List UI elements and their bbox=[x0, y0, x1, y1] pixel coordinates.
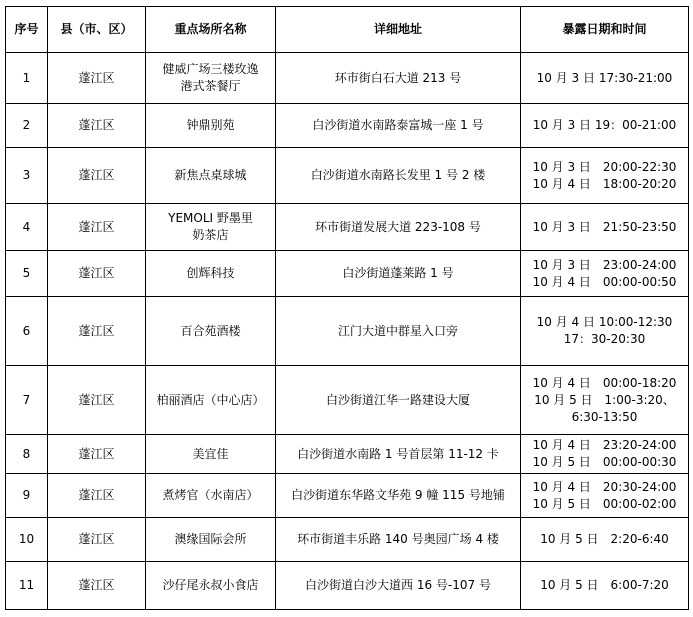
cell-exposure-time-line: 10 月 5 日 6:00-7:20 bbox=[540, 578, 669, 592]
cell-address-line: 环市街道发展大道 223-108 号 bbox=[315, 219, 481, 234]
cell-exposure-time-line: 10 月 4 日 20:30-24:00 bbox=[532, 479, 677, 494]
cell-serial: 6 bbox=[6, 297, 48, 366]
cell-place-name bbox=[146, 104, 276, 148]
cell-exposure-time-line: 10 月 5 日 1:00-3:20、 bbox=[534, 392, 675, 407]
cell-county: 蓬江区 bbox=[48, 435, 146, 474]
cell-exposure-time bbox=[521, 251, 689, 297]
cell-place-name-line: 澳缘国际会所 bbox=[174, 532, 247, 546]
cell-address bbox=[276, 366, 521, 435]
cell-place-name-line: 新焦点桌球城 bbox=[174, 168, 247, 182]
cell-place-name bbox=[146, 297, 276, 366]
cell-serial: 11 bbox=[6, 562, 48, 610]
cell-exposure-time-line: 10 月 5 日 00:00-00:30 bbox=[532, 455, 677, 469]
cell-serial: 5 bbox=[6, 251, 48, 297]
cell-address-line: 环市街白石大道 213 号 bbox=[334, 70, 462, 85]
cell-place-name-line: 奶茶店 bbox=[192, 228, 229, 242]
cell-county: 蓬江区 bbox=[48, 53, 146, 104]
cell-address bbox=[276, 251, 521, 297]
cell-address-line: 白沙街道东华路文华苑 9 幢 115 号地铺 bbox=[291, 488, 505, 502]
table-row bbox=[6, 562, 689, 610]
table-row bbox=[6, 104, 689, 148]
cell-exposure-time-line: 10 月 4 日 00:00-00:50 bbox=[532, 274, 677, 289]
cell-county: 蓬江区 bbox=[48, 474, 146, 518]
cell-county: 蓬江区 bbox=[48, 562, 146, 610]
cell-serial: 7 bbox=[6, 366, 48, 435]
cell-place-name-line: 健威广场三楼玫逸 bbox=[162, 62, 259, 76]
cell-exposure-time bbox=[521, 435, 689, 474]
cell-place-name bbox=[146, 204, 276, 251]
cell-address-line: 白沙街道蓬莱路 1 号 bbox=[342, 266, 454, 280]
cell-address-line: 白沙街道水南路 1 号首层第 11-12 卡 bbox=[297, 446, 499, 461]
cell-exposure-time-line: 10 月 4 日 10:00-12:30 bbox=[536, 315, 673, 329]
cell-exposure-time-line: 10 月 4 日 23:20-24:00 bbox=[532, 438, 677, 452]
cell-exposure-time bbox=[521, 204, 689, 251]
cell-place-name bbox=[146, 518, 276, 562]
cell-place-name bbox=[146, 435, 276, 474]
cell-exposure-time bbox=[521, 53, 689, 104]
cell-exposure-time-line: 6:30-13:50 bbox=[571, 409, 638, 424]
table-row bbox=[6, 474, 689, 518]
cell-exposure-time bbox=[521, 562, 689, 610]
cell-exposure-time-line: 10 月 4 日 18:00-20:20 bbox=[532, 176, 677, 191]
table-row bbox=[6, 204, 689, 251]
cell-address bbox=[276, 204, 521, 251]
header-county: 县（市、区） bbox=[48, 7, 146, 53]
cell-place-name bbox=[146, 53, 276, 104]
cell-address bbox=[276, 435, 521, 474]
cell-address bbox=[276, 474, 521, 518]
cell-place-name-line: YEMOLI 野墨里 bbox=[168, 211, 253, 225]
cell-place-name-line: 美宜佳 bbox=[192, 446, 229, 461]
table-row bbox=[6, 366, 689, 435]
cell-exposure-time bbox=[521, 518, 689, 562]
table-body bbox=[6, 53, 689, 610]
cell-place-name-line: 钟鼎别苑 bbox=[186, 118, 235, 132]
cell-county: 蓬江区 bbox=[48, 518, 146, 562]
cell-place-name bbox=[146, 562, 276, 610]
exposure-sites-table bbox=[5, 6, 689, 610]
table-row bbox=[6, 435, 689, 474]
cell-exposure-time bbox=[521, 366, 689, 435]
cell-county: 蓬江区 bbox=[48, 104, 146, 148]
cell-exposure-time bbox=[521, 297, 689, 366]
cell-serial: 1 bbox=[6, 53, 48, 104]
table-row bbox=[6, 53, 689, 104]
cell-serial: 3 bbox=[6, 148, 48, 204]
table-row bbox=[6, 297, 689, 366]
cell-exposure-time-line: 10 月 3 日 20:00-22:30 bbox=[532, 159, 677, 174]
cell-address-line: 白沙街道江华一路建设大厦 bbox=[325, 392, 470, 407]
cell-exposure-time bbox=[521, 104, 689, 148]
cell-place-name-line: 百合苑酒楼 bbox=[180, 323, 241, 338]
table-header-row bbox=[6, 7, 689, 53]
cell-place-name-line: 煮烤官（水南店） bbox=[162, 488, 259, 502]
cell-place-name bbox=[146, 366, 276, 435]
cell-address bbox=[276, 562, 521, 610]
cell-address bbox=[276, 297, 521, 366]
header-exposure-time: 暴露日期和时间 bbox=[521, 7, 689, 53]
cell-place-name-line: 港式茶餐厅 bbox=[180, 79, 241, 93]
cell-county: 蓬江区 bbox=[48, 366, 146, 435]
cell-place-name bbox=[146, 148, 276, 204]
cell-address-line: 白沙街道水南路泰富城一座 1 号 bbox=[312, 118, 484, 132]
cell-exposure-time-line: 10 月 3 日 17:30-21:00 bbox=[536, 70, 673, 85]
cell-exposure-time bbox=[521, 474, 689, 518]
header-place-name: 重点场所名称 bbox=[146, 7, 276, 53]
cell-county: 蓬江区 bbox=[48, 251, 146, 297]
cell-exposure-time-line: 10 月 3 日 23:00-24:00 bbox=[532, 257, 677, 272]
cell-exposure-time-line: 10 月 3 日 19：00-21:00 bbox=[532, 118, 677, 132]
cell-county: 蓬江区 bbox=[48, 148, 146, 204]
cell-exposure-time-line: 17：30-20:30 bbox=[563, 332, 646, 346]
cell-serial: 10 bbox=[6, 518, 48, 562]
cell-county: 蓬江区 bbox=[48, 297, 146, 366]
cell-place-name bbox=[146, 251, 276, 297]
cell-serial: 8 bbox=[6, 435, 48, 474]
cell-address-line: 白沙街道白沙大道西 16 号-107 号 bbox=[305, 578, 491, 592]
table-row bbox=[6, 518, 689, 562]
header-address: 详细地址 bbox=[276, 7, 521, 53]
cell-place-name-line: 创辉科技 bbox=[186, 266, 235, 280]
cell-exposure-time-line: 10 月 5 日 00:00-02:00 bbox=[532, 496, 677, 511]
header-serial: 序号 bbox=[6, 7, 48, 53]
cell-exposure-time bbox=[521, 148, 689, 204]
table-row bbox=[6, 148, 689, 204]
cell-address-line: 江门大道中群星入口旁 bbox=[337, 323, 458, 338]
cell-exposure-time-line: 10 月 5 日 2:20-6:40 bbox=[540, 532, 669, 546]
cell-exposure-time-line: 10 月 4 日 00:00-18:20 bbox=[532, 375, 677, 390]
cell-serial: 9 bbox=[6, 474, 48, 518]
cell-exposure-time-line: 10 月 3 日 21:50-23:50 bbox=[532, 219, 677, 234]
cell-address bbox=[276, 53, 521, 104]
cell-address bbox=[276, 104, 521, 148]
cell-county: 蓬江区 bbox=[48, 204, 146, 251]
cell-address bbox=[276, 148, 521, 204]
cell-address-line: 环市街道丰乐路 140 号奥园广场 4 楼 bbox=[297, 532, 499, 546]
cell-serial: 4 bbox=[6, 204, 48, 251]
cell-place-name-line: 柏丽酒店（中心店） bbox=[156, 392, 265, 407]
cell-place-name bbox=[146, 474, 276, 518]
cell-serial: 2 bbox=[6, 104, 48, 148]
cell-place-name-line: 沙仔尾永叔小食店 bbox=[162, 578, 259, 592]
table-row bbox=[6, 251, 689, 297]
cell-address bbox=[276, 518, 521, 562]
cell-address-line: 白沙街道水南路长发里 1 号 2 楼 bbox=[310, 168, 486, 182]
